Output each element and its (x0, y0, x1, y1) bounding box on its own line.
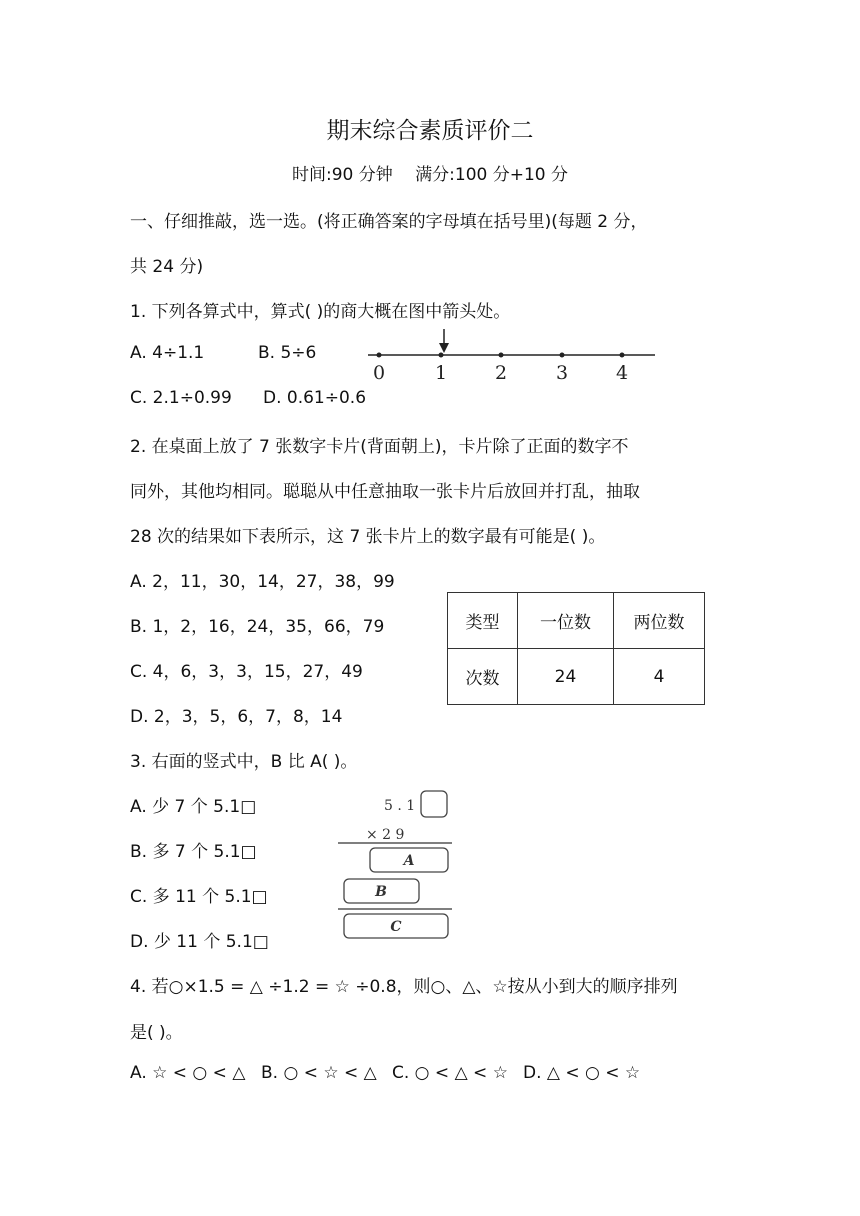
q1-option-d: D. 0.61÷0.6 (263, 388, 367, 408)
arrow-down-icon (439, 343, 449, 353)
q2-stem-line2: 同外，其他均相同。聪聪从中任意抽取一张卡片后放回并打乱，抽取 (130, 482, 640, 502)
table-cell: 次数 (448, 649, 518, 705)
q3-option-b: B. 多 7 个 5.1□ (130, 842, 257, 862)
q2-option-c: C. 4，6，3，3，15，27，49 (130, 662, 363, 682)
tick-dot-2 (499, 353, 504, 358)
q3-option-a: A. 少 7 个 5.1□ (130, 797, 257, 817)
q4-option-b: B. ○ < ☆ < △ (261, 1063, 377, 1083)
q2-stem-line3: 28 次的结果如下表所示，这 7 张卡片上的数字最有可能是( )。 (130, 527, 606, 547)
box-a-label: A (403, 853, 415, 869)
q1-stem: 1. 下列各算式中，算式( )的商大概在图中箭头处。 (130, 302, 511, 322)
vertical-multiplication-figure (330, 782, 460, 944)
number-line-figure (360, 325, 660, 385)
tick-label-4: 4 (615, 362, 629, 384)
q4-stem-line1: 4. 若○×1.5 = △ ÷1.2 = ☆ ÷0.8，则○、△、☆按从小到大的顺序排列 (130, 977, 678, 997)
multiplicand: 5 . 1 (384, 798, 416, 814)
q4-option-a: A. ☆ < ○ < △ (130, 1063, 246, 1083)
q3-option-c: C. 多 11 个 5.1□ (130, 887, 268, 907)
box-c-label: C (390, 919, 402, 935)
q4-option-c: C. ○ < △ < ☆ (392, 1063, 508, 1083)
tick-label-0: 0 (372, 362, 386, 384)
section-heading: 一、仔细推敲，选一选。(将正确答案的字母填在括号里)(每题 2 分， (130, 212, 648, 232)
q4-stem-line2: 是( )。 (130, 1023, 183, 1043)
tick-dot-4 (620, 353, 625, 358)
table-cell: 4 (614, 649, 705, 705)
page-title: 期末综合素质评价二 (326, 118, 534, 144)
table-cell: 类型 (448, 593, 518, 649)
table-row (448, 649, 705, 705)
q1-option-a: A. 4÷1.1 (130, 343, 205, 363)
box-b-label: B (375, 884, 387, 900)
q2-option-a: A. 2，11，30，14，27，38，99 (130, 572, 395, 592)
q1-option-c: C. 2.1÷0.99 (130, 388, 232, 408)
table-cell: 一位数 (518, 593, 614, 649)
results-table (447, 592, 705, 705)
table-cell: 24 (518, 649, 614, 705)
q1-option-b: B. 5÷6 (258, 343, 317, 363)
q3-stem: 3. 右面的竖式中，B 比 A( )。 (130, 752, 358, 772)
tick-dot-3 (560, 353, 565, 358)
exam-info: 时间:90 分钟 满分:100 分+10 分 (291, 165, 569, 185)
multiplier: × 2 9 (366, 827, 405, 843)
q3-option-d: D. 少 11 个 5.1□ (130, 932, 269, 952)
tick-label-1: 1 (434, 362, 448, 384)
tick-dot-1 (439, 353, 444, 358)
tick-label-2: 2 (494, 362, 508, 384)
tick-dot-0 (377, 353, 382, 358)
table-row (448, 593, 705, 649)
blank-digit-box (421, 791, 447, 817)
q2-stem-line1: 2. 在桌面上放了 7 张数字卡片(背面朝上)，卡片除了正面的数字不 (130, 437, 629, 457)
tick-label-3: 3 (555, 362, 569, 384)
q2-option-b: B. 1，2，16，24，35，66，79 (130, 617, 385, 637)
table-cell: 两位数 (614, 593, 705, 649)
q4-option-d: D. △ < ○ < ☆ (523, 1063, 641, 1083)
section-heading-cont: 共 24 分) (130, 257, 204, 277)
q2-option-d: D. 2，3，5，6，7，8，14 (130, 707, 343, 727)
